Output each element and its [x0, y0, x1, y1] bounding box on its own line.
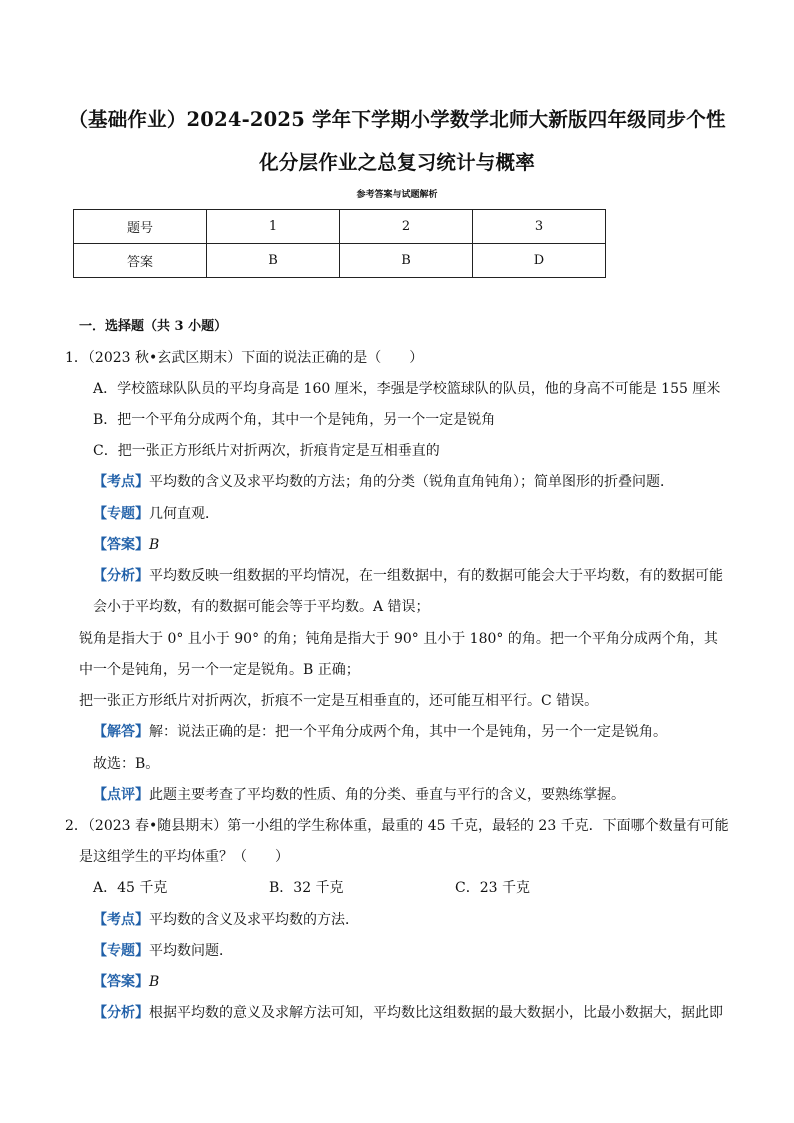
- table-cell: B: [340, 244, 473, 278]
- zhuanti-text: 平均数问题．: [149, 943, 233, 959]
- zhuanti-tag: 【专题】: [93, 506, 149, 522]
- q1-option-a: A．学校篮球队队员的平均身高是 160 厘米，李强是学校篮球队的队员，他的身高不可能是 155 厘米: [93, 381, 721, 397]
- q2-stem-2: 是这组学生的平均体重？（ ）: [79, 849, 289, 865]
- table-cell: 2: [340, 210, 473, 244]
- dianping-text: 此题主要考查了平均数的性质、角的分类、垂直与平行的含义，要熟练掌握。: [149, 787, 625, 803]
- q2-daan: [93, 973, 159, 991]
- answer-table-answer-row: [74, 244, 606, 278]
- jieda-tag: 【解答】: [93, 724, 149, 740]
- fenxi-tag: 【分析】: [93, 1005, 149, 1021]
- zhuanti-text: 几何直观．: [149, 506, 219, 522]
- title-line-2: 化分层作业之总复习统计与概率: [259, 151, 535, 174]
- fenxi-text: 根据平均数的意义及求解方法可知，平均数比这组数据的最大数据小，比最小数据大，据此即: [149, 1005, 723, 1021]
- section-heading: 一．选择题（共 3 小题）: [79, 319, 228, 334]
- q1-fenxi-1: [93, 567, 723, 585]
- q2-option-c: C．23 千克: [455, 880, 530, 896]
- table-cell: 题号: [74, 210, 207, 244]
- title-line-1: （基础作业）2024-2025 学年下学期小学数学北师大新版四年级同步个性: [68, 108, 726, 131]
- q2-stem-1: 2．（2023 春•随县期末）第一小组的学生称体重，最重的 45 千克，最轻的 23 千克．下面哪个数量有可能: [65, 818, 729, 834]
- table-cell: 1: [207, 210, 340, 244]
- table-cell: D: [473, 244, 606, 278]
- zhuanti-tag: 【专题】: [93, 943, 149, 959]
- q1-option-c: C．把一张正方形纸片对折两次，折痕肯定是互相垂直的: [93, 443, 440, 459]
- q1-kaodian: [93, 473, 674, 491]
- fenxi-tag: 【分析】: [93, 568, 149, 584]
- q1-fenxi-4: 中一个是钝角，另一个一定是锐角。B 正确；: [79, 662, 360, 678]
- daan-text: B: [149, 537, 160, 553]
- q2-kaodian: [93, 911, 359, 929]
- daan-tag: 【答案】: [93, 537, 149, 553]
- q1-option-b: B．把一个平角分成两个角，其中一个是钝角，另一个一定是锐角: [93, 412, 496, 428]
- q1-fenxi-2: 会小于平均数，有的数据可能会等于平均数。A 错误；: [93, 599, 430, 615]
- answer-table-header-row: [74, 210, 606, 244]
- q1-daan: [93, 536, 159, 554]
- q2-fenxi-1: [93, 1004, 723, 1022]
- q1-zhuanti: [93, 505, 219, 523]
- q1-fenxi-5: 把一张正方形纸片对折两次，折痕不一定是互相垂直的，还可能互相平行。C 错误。: [79, 693, 599, 709]
- dianping-tag: 【点评】: [93, 787, 149, 803]
- jieda-text: 解：说法正确的是：把一个平角分成两个角，其中一个是钝角，另一个一定是锐角。: [149, 724, 667, 740]
- kaodian-text: 平均数的含义及求平均数的方法；角的分类（锐角直角钝角）；简单图形的折叠问题．: [149, 474, 674, 490]
- fenxi-text: 平均数反映一组数据的平均情况，在一组数据中，有的数据可能会大于平均数，有的数据可能: [149, 568, 723, 584]
- q1-fenxi-3: 锐角是指大于 0° 且小于 90° 的角；钝角是指大于 90° 且小于 180° 的角。把一个平角分成两个角，其: [79, 631, 718, 647]
- subtitle: 参考答案与试题解析: [356, 190, 438, 200]
- kaodian-tag: 【考点】: [93, 912, 149, 928]
- q1-jieda: [93, 723, 667, 741]
- kaodian-tag: 【考点】: [93, 474, 149, 490]
- q2-zhuanti: [93, 942, 233, 960]
- daan-text: B: [149, 974, 160, 990]
- answer-table: [73, 209, 606, 278]
- q1-dianping: [93, 786, 625, 804]
- table-cell: 3: [473, 210, 606, 244]
- daan-tag: 【答案】: [93, 974, 149, 990]
- kaodian-text: 平均数的含义及求平均数的方法．: [149, 912, 359, 928]
- q2-option-a: A．45 千克: [93, 880, 168, 896]
- q2-option-b: B．32 千克: [269, 880, 344, 896]
- table-cell: B: [207, 244, 340, 278]
- q1-guxuan: 故选：B。: [93, 756, 160, 772]
- table-cell: 答案: [74, 244, 207, 278]
- q1-stem: 1．（2023 秋•玄武区期末）下面的说法正确的是（ ）: [65, 350, 424, 366]
